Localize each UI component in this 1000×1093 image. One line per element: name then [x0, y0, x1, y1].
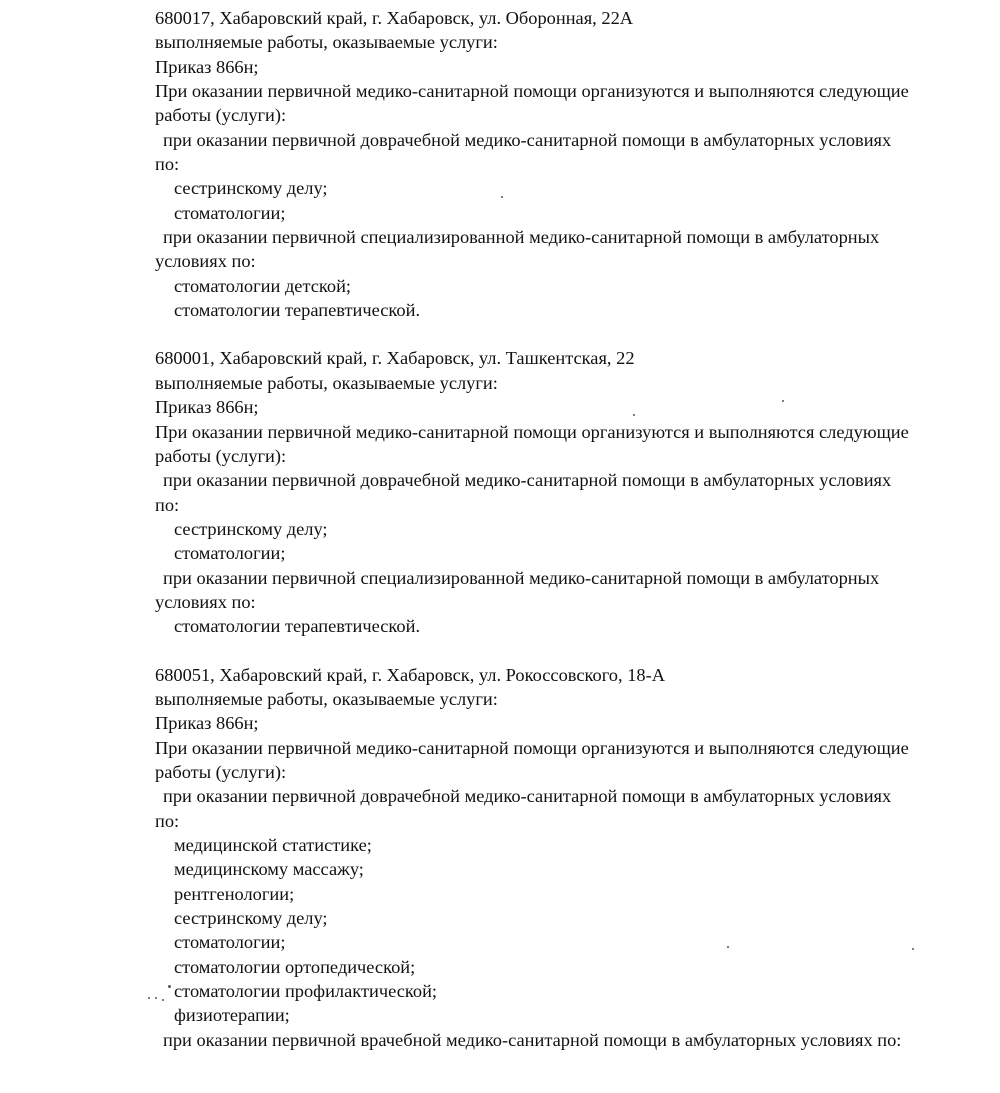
- service-item: сестринскому делу;: [174, 518, 328, 539]
- group-title-line: условиях по:: [155, 591, 256, 612]
- scan-speck: [727, 946, 729, 948]
- address-line: 680001, Хабаровский край, г. Хабаровск, ул. Ташкентская, 22: [155, 348, 635, 369]
- service-item: физиотерапии;: [174, 1005, 290, 1026]
- scan-speck: [912, 948, 914, 950]
- group-title-line: при оказании первичной врачебной медико-санитарной помощи в амбулаторных условиях по:: [163, 1029, 902, 1050]
- group-title-line: при оказании первичной доврачебной медико-санитарной помощи в амбулаторных условиях: [163, 129, 892, 150]
- service-item: стоматологии профилактической;: [174, 981, 438, 1002]
- scan-speck: [633, 414, 635, 416]
- group-title-line: при оказании первичной специализированной медико-санитарной помощи в амбулаторных: [163, 567, 880, 588]
- group-title-line: по:: [155, 494, 180, 515]
- group-title-line: при оказании первичной доврачебной медико-санитарной помощи в амбулаторных условиях: [163, 786, 892, 807]
- scan-speck: [501, 196, 503, 198]
- service-item: стоматологии;: [174, 202, 286, 223]
- intro-text-line: При оказании первичной медико-санитарной помощи организуются и выполняются следующие: [155, 421, 909, 442]
- service-item: стоматологии терапевтической.: [174, 616, 421, 637]
- group-title-line: условиях по:: [155, 251, 256, 272]
- works-heading: выполняемые работы, оказываемые услуги:: [155, 372, 498, 393]
- intro-text-line: При оказании первичной медико-санитарной помощи организуются и выполняются следующие: [155, 737, 909, 758]
- service-item: стоматологии;: [174, 932, 286, 953]
- scan-speck: [162, 999, 164, 1001]
- scan-speck: [168, 985, 171, 988]
- scan-speck: [782, 400, 784, 402]
- scan-speck: [155, 997, 157, 999]
- address-line: 680017, Хабаровский край, г. Хабаровск, ул. Оборонная, 22А: [155, 8, 634, 28]
- address-line: 680051, Хабаровский край, г. Хабаровск, ул. Рокоссовского, 18-А: [155, 664, 665, 685]
- address-section: [155, 346, 995, 638]
- service-item: медицинскому массажу;: [174, 859, 364, 880]
- address-section: [155, 6, 995, 322]
- service-item: медицинской статистике;: [174, 835, 372, 855]
- scan-speck: [148, 997, 150, 999]
- order-reference: Приказ 866н;: [155, 397, 259, 418]
- group-title-line: при оказании первичной доврачебной медико-санитарной помощи в амбулаторных условиях: [163, 470, 892, 491]
- order-reference: Приказ 866н;: [155, 56, 259, 77]
- works-heading: выполняемые работы, оказываемые услуги:: [155, 688, 498, 709]
- service-item: сестринскому делу;: [174, 178, 328, 199]
- service-item: сестринскому делу;: [174, 908, 328, 929]
- service-item: рентгенологии;: [174, 883, 295, 904]
- intro-text-line: работы (услуги):: [155, 445, 287, 466]
- group-title-line: при оказании первичной специализированной медико-санитарной помощи в амбулаторных: [163, 227, 880, 248]
- service-item: стоматологии;: [174, 543, 286, 564]
- group-title-line: по:: [155, 810, 180, 831]
- intro-text-line: При оказании первичной медико-санитарной помощи организуются и выполняются следующие: [155, 81, 909, 102]
- works-heading: выполняемые работы, оказываемые услуги:: [155, 32, 498, 53]
- service-item: стоматологии детской;: [174, 275, 352, 296]
- service-item: стоматологии терапевтической.: [174, 300, 421, 321]
- address-section: [155, 663, 995, 1053]
- intro-text-line: работы (услуги):: [155, 761, 287, 782]
- intro-text-line: работы (услуги):: [155, 105, 287, 126]
- order-reference: Приказ 866н;: [155, 713, 259, 734]
- document-page: [155, 6, 995, 1076]
- group-title-line: по:: [155, 154, 180, 175]
- service-item: стоматологии ортопедической;: [174, 956, 416, 977]
